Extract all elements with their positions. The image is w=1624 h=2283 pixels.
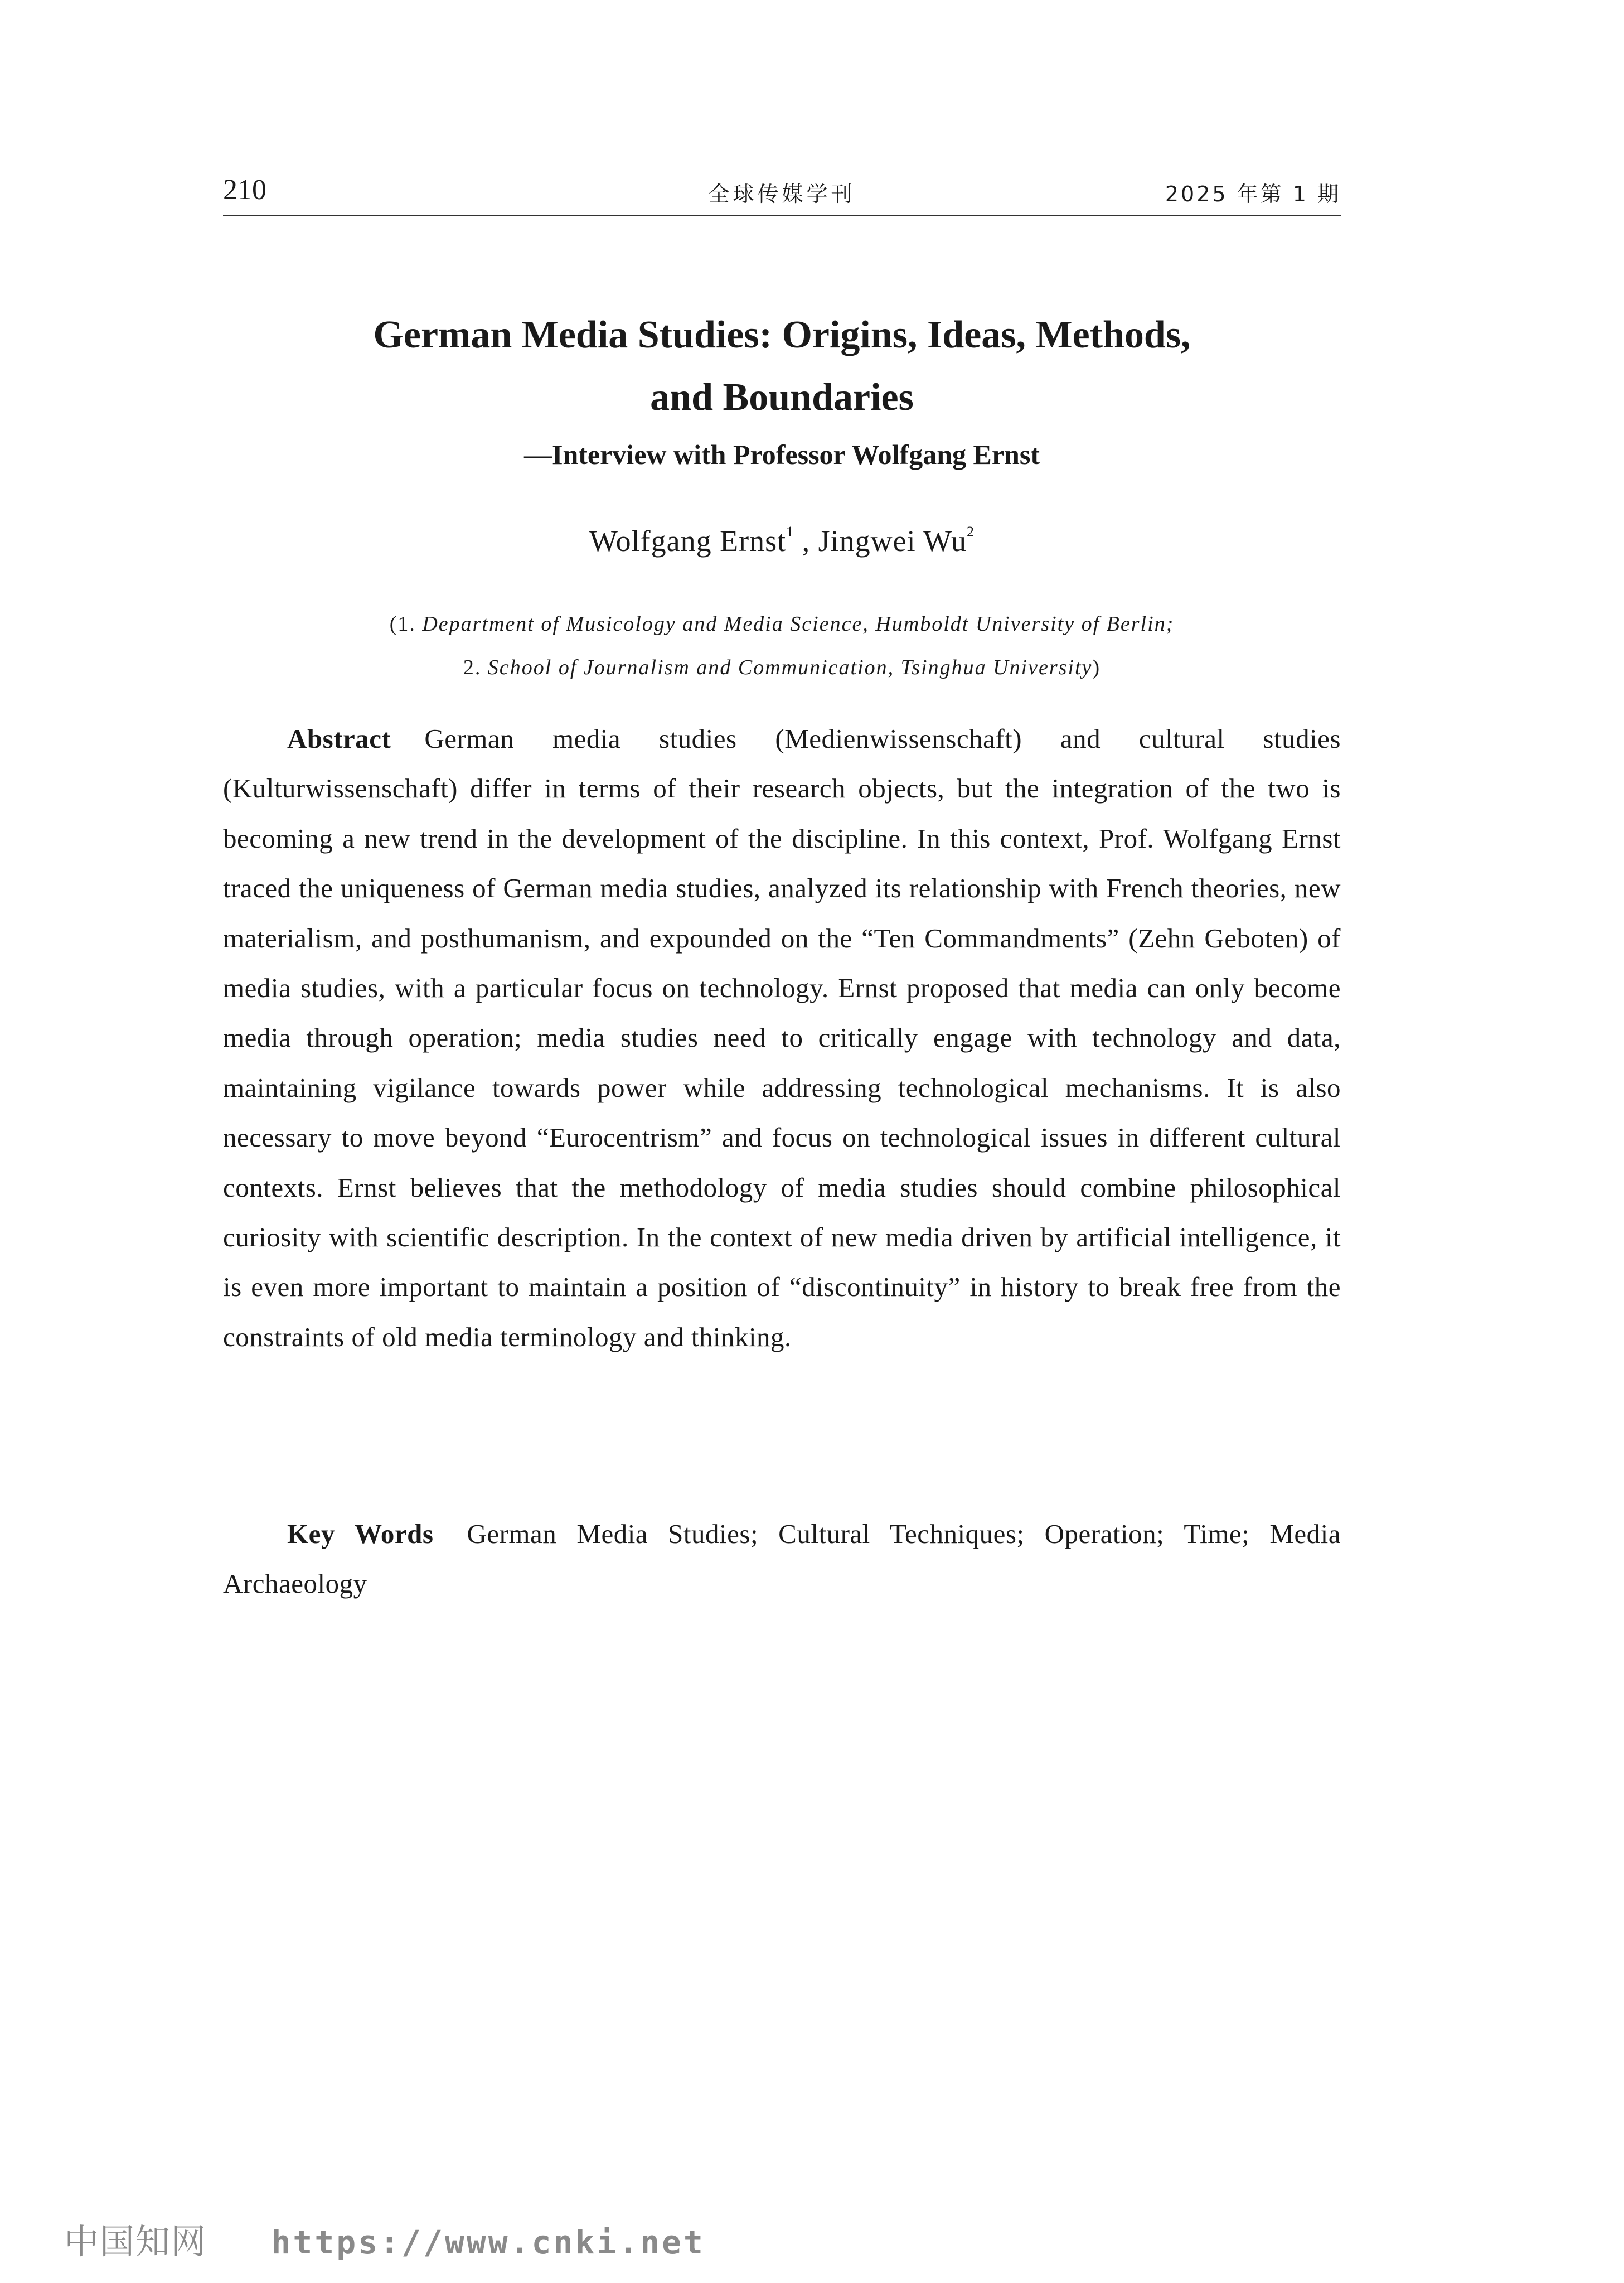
author-affiliation-marker: 2 (966, 524, 975, 540)
running-header (223, 170, 1341, 216)
watermark-site-name: 中国知网 (64, 2221, 207, 2262)
affiliation-number: 1. (397, 612, 416, 636)
affiliation-institution: School of Journalism and Communication, Tsinghua University (487, 656, 1093, 679)
journal-name: 全球传媒学刊 (708, 182, 856, 206)
abstract (223, 714, 1341, 1362)
affiliation-close-paren: ) (1092, 656, 1101, 679)
author-separator: , (794, 524, 818, 558)
keywords-text: German Media Studies; Cultural Techniques; Operation; Time; Media Archaeology (223, 1518, 1341, 1599)
keywords-label: Key Words (287, 1518, 434, 1549)
author-affiliation-marker: 1 (786, 524, 794, 540)
article-title (223, 304, 1341, 429)
keywords (223, 1509, 1341, 1608)
author-name: Jingwei Wu (818, 524, 967, 558)
affiliation-open-paren: ( (389, 612, 398, 636)
cnki-watermark (64, 2214, 705, 2263)
article-subtitle: —Interview with Professor Wolfgang Ernst (524, 439, 1040, 470)
abstract-text: German media studies (Medienwissenschaft) and cultural studies (Kulturwissenschaft) differ in terms of their research objects, but the integration of the two is becoming a new trend in the development of the discipline. In this context, Prof. Wolfgang Ernst traced the uniqueness of German media studies, analyzed its relationship with French theories, new materialism, and posthumanism, and expounded on the “Ten Commandments” (Zehn Geboten) of media studies, with a particular focus on technology. Ernst proposed that media can only become media through operation; media studies need to critically engage with technology and data, maintaining vigilance towards power while addressing technological mechanisms. It is also necessary to move beyond “Eurocentrism” and focus on technological issues in different cultural contexts. Ernst believes that the methodology of media studies should combine philosophical curiosity with scientific description. In the context of new media driven by artificial intelligence, it is even more important to maintain a position of “discontinuity” in history to break free from the constraints of old media terminology and thinking. (223, 723, 1341, 1352)
affiliation-line (223, 646, 1341, 689)
affiliation-number: 2. (463, 656, 482, 679)
affiliation-line (223, 602, 1341, 646)
issue-label: 2025 年第 1 期 (1165, 182, 1341, 206)
affiliations (223, 602, 1341, 689)
title-line-1: German Media Studies: Origins, Ideas, Methods, (373, 313, 1191, 356)
watermark-url: https://www.cnki.net (271, 2223, 705, 2261)
abstract-label: Abstract (287, 723, 391, 754)
affiliation-institution: Department of Musicology and Media Science, Humboldt University of Berlin; (422, 612, 1175, 636)
author-name: Wolfgang Ernst (589, 524, 787, 558)
title-line-2: and Boundaries (650, 376, 914, 419)
page-number: 210 (223, 174, 266, 206)
author-list (223, 519, 1341, 563)
